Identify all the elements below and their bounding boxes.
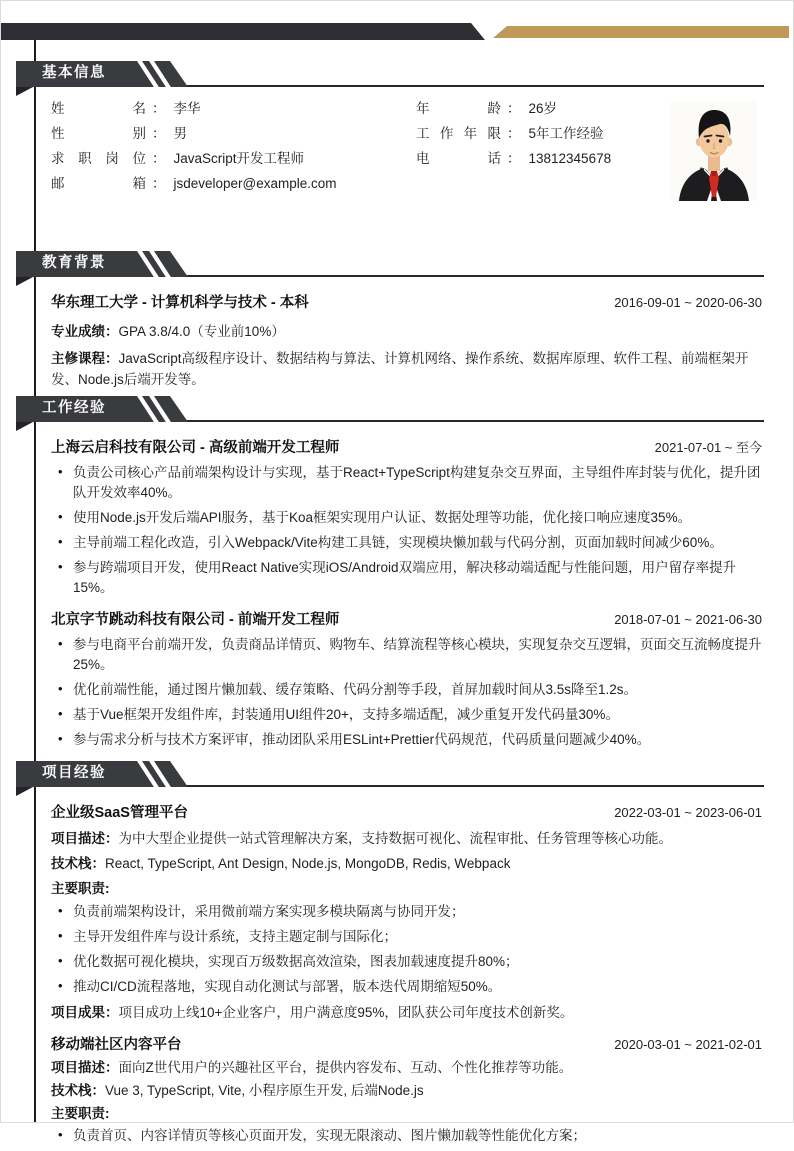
stack-label: 技术栈： (51, 856, 105, 871)
bullet-dot: • (58, 706, 63, 721)
field-separator: ： (507, 126, 521, 141)
stack-value: React, TypeScript, Ant Design, Node.js, MongoDB, Redis, Webpack (105, 856, 511, 871)
field-row-email (51, 176, 416, 191)
desc-value: 面向Z世代用户的兴趣社区平台，提供内容发布、互动、个性化推荐等功能。 (118, 1060, 573, 1075)
section-title: 基本信息 (42, 65, 106, 81)
bullet-dot: • (58, 953, 63, 968)
job-entry (51, 438, 762, 598)
job-entry-head (51, 610, 762, 630)
field-row-position (51, 151, 416, 166)
bullet-dot: • (58, 464, 63, 479)
result-label: 项目成果： (51, 1005, 119, 1020)
project-name: 企业级SaaS管理平台 (51, 805, 188, 821)
duties-label: 主要职责: (51, 881, 110, 896)
section-title: 教育背景 (42, 255, 106, 271)
stack-value: Vue 3, TypeScript, Vite, 小程序原生开发, 后端Node.js (105, 1083, 424, 1098)
bullet-text: 负责首页、内容详情页等核心页面开发，实现无限滚动、图片懒加载等性能优化方案； (73, 1128, 586, 1143)
bullet-item (51, 705, 762, 725)
id-photo (671, 101, 757, 201)
bullet-text: 基于Vue框架开发组件库，封装通用UI组件20+，支持多端适配，减少重复开发代码量30%。 (73, 707, 619, 722)
bullet-text: 使用Node.js开发后端API服务，基于Koa框架实现用户认证、数据处理等功能，优化接口响应速度35%。 (73, 510, 692, 525)
bullet-item (51, 680, 762, 700)
bullet-dot: • (58, 636, 63, 651)
ribbon-fold (16, 422, 33, 431)
job-bullet-list (51, 463, 762, 598)
education-date: 2016-09-01 ~ 2020-06-30 (614, 295, 762, 310)
project-desc-line (51, 828, 762, 849)
field-value: 5年工作经验 (528, 126, 604, 141)
project-entry-head (51, 1035, 762, 1055)
bullet-dot: • (58, 731, 63, 746)
section-header-education (16, 251, 764, 277)
bullet-item (51, 558, 762, 598)
result-value: 项目成功上线10+企业客户，用户满意度95%，团队获公司年度技术创新奖。 (118, 1005, 574, 1020)
gpa-line (51, 321, 762, 342)
bullet-dot: • (58, 978, 63, 993)
bullet-item (51, 902, 762, 922)
field-value: 26岁 (528, 101, 558, 116)
field-value: JavaScript开发工程师 (173, 151, 305, 166)
section-education (1, 251, 793, 390)
bullet-text: 优化前端性能，通过图片懒加载、缓存策略、代码分割等手段，首屏加载时间从3.5s降至1.2s。 (73, 682, 638, 697)
bullet-text: 负责公司核心产品前端架构设计与实现，基于React+TypeScript构建复杂交互界面，主导组件库封装与优化，提升团队开发效率40%。 (73, 465, 761, 500)
job-entry (51, 610, 762, 750)
avatar-illustration (671, 101, 757, 201)
project-result-line (51, 1002, 762, 1023)
project-name: 移动端社区内容平台 (51, 1037, 182, 1053)
bullet-text: 主导开发组件库与设计系统，支持主题定制与国际化； (73, 929, 397, 944)
section-project-experience (1, 761, 793, 1151)
bullet-item (51, 730, 762, 750)
projects-body (51, 803, 762, 1146)
bullet-dot: • (58, 534, 63, 549)
desc-label: 项目描述： (51, 831, 119, 846)
field-separator: ： (152, 126, 166, 141)
stack-label: 技术栈： (51, 1083, 105, 1098)
work-body (51, 438, 762, 750)
bullet-item (51, 635, 762, 675)
field-label: 电话 (416, 151, 501, 166)
bullet-dot: • (58, 928, 63, 943)
field-row-name (51, 101, 416, 116)
section-header-work (16, 396, 764, 422)
project-date: 2020-03-01 ~ 2021-02-01 (614, 1037, 762, 1052)
field-label: 求职岗位 (51, 151, 146, 166)
field-separator: ： (152, 101, 166, 116)
bullet-text: 推动CI/CD流程落地，实现自动化测试与部署，版本迭代周期缩短50%。 (73, 979, 502, 994)
field-value: jsdeveloper@example.com (173, 176, 337, 191)
bullet-text: 优化数据可视化模块，实现百万级数据高效渲染，图表加载速度提升80%； (73, 954, 519, 969)
ribbon-fold (16, 87, 33, 96)
section-header-basic (16, 61, 764, 87)
job-bullet-list (51, 635, 762, 750)
courses-line (51, 348, 762, 390)
section-header-projects (16, 761, 764, 787)
bullet-dot: • (58, 559, 63, 574)
bullet-text: 参与需求分析与技术方案评审，推动团队采用ESLint+Prettier代码规范，代码质量问题减少40%。 (73, 732, 651, 747)
project-entry (51, 1035, 762, 1146)
section-title: 项目经验 (42, 765, 106, 781)
gpa-value: GPA 3.8/4.0（专业前10%） (118, 324, 285, 339)
project-stack-line (51, 1081, 762, 1101)
field-value: 男 (173, 126, 187, 141)
job-date: 2018-07-01 ~ 2021-06-30 (614, 612, 762, 627)
project-desc-line (51, 1058, 762, 1078)
education-entry-head (51, 293, 762, 313)
company-title: 北京字节跳动科技有限公司 - 前端开发工程师 (51, 612, 340, 628)
bullet-text: 负责前端架构设计，采用微前端方案实现多模块隔离与协同开发； (73, 904, 465, 919)
bullet-dot: • (58, 509, 63, 524)
duties-label: 主要职责: (51, 1106, 110, 1121)
top-bar-dark (1, 23, 485, 40)
bullet-item (51, 508, 762, 528)
bullet-item (51, 463, 762, 503)
field-label: 性别 (51, 126, 146, 141)
education-body (51, 293, 762, 390)
basic-info-fields (51, 101, 762, 201)
project-duty-list (51, 1126, 762, 1146)
basic-left-column (51, 101, 416, 201)
bullet-dot: • (58, 1127, 63, 1142)
project-stack-line (51, 853, 762, 874)
desc-value: 为中大型企业提供一站式管理解决方案，支持数据可视化、流程审批、任务管理等核心功能。 (118, 831, 672, 846)
project-date: 2022-03-01 ~ 2023-06-01 (614, 805, 762, 820)
bullet-dot: • (58, 681, 63, 696)
bullet-item (51, 927, 762, 947)
bullet-item (51, 533, 762, 553)
field-separator: ： (152, 176, 166, 191)
field-row-gender (51, 126, 416, 141)
field-label: 姓名 (51, 101, 146, 116)
section-work-experience (1, 396, 793, 755)
desc-label: 项目描述： (51, 1060, 119, 1075)
project-duties-label-line (51, 1104, 762, 1124)
bullet-item (51, 977, 762, 997)
field-separator: ： (507, 151, 521, 166)
bullet-text: 参与电商平台前端开发，负责商品详情页、购物车、结算流程等核心模块，实现复杂交互逻辑，页面交互流畅度提升25%。 (73, 637, 762, 672)
field-label: 年龄 (416, 101, 501, 116)
bullet-text: 参与跨端项目开发，使用React Native实现iOS/Android双端应用，解决移动端适配与性能问题，用户留存率提升15%。 (73, 560, 737, 595)
project-entry (51, 803, 762, 1023)
section-title: 工作经验 (42, 400, 106, 416)
project-entry-head (51, 803, 762, 823)
field-label: 工作年限 (416, 126, 501, 141)
company-title: 上海云启科技有限公司 - 高级前端开发工程师 (51, 440, 340, 456)
bullet-item (51, 1126, 762, 1146)
job-date: 2021-07-01 ~ 至今 (654, 440, 762, 455)
school-name: 华东理工大学 - 计算机科学与技术 - 本科 (51, 295, 309, 311)
project-duties-label-line (51, 878, 762, 899)
field-value: 13812345678 (528, 151, 612, 166)
ribbon-fold (16, 787, 33, 796)
bullet-dot: • (58, 903, 63, 918)
project-duty-list (51, 902, 762, 997)
field-label: 邮箱 (51, 176, 146, 191)
gpa-label: 专业成绩： (51, 324, 119, 339)
ribbon-fold (16, 277, 33, 286)
field-separator: ： (152, 151, 166, 166)
bullet-text: 主导前端工程化改造，引入Webpack/Vite构建工具链，实现模块懒加载与代码分割，页面加载时间减少60%。 (73, 535, 723, 550)
job-entry-head (51, 438, 762, 458)
bullet-item (51, 952, 762, 972)
field-value: 李华 (173, 101, 201, 116)
courses-value: JavaScript高级程序设计、数据结构与算法、计算机网络、操作系统、数据库原理、软件工程、前端框架开发、Node.js后端开发等。 (51, 351, 749, 387)
courses-label: 主修课程： (51, 351, 119, 366)
top-bar-gold (493, 26, 789, 38)
field-separator: ： (507, 101, 521, 116)
